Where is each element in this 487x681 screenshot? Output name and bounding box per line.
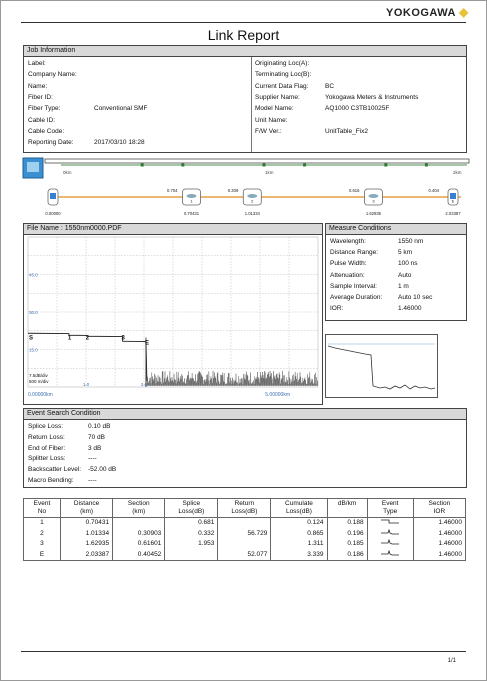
y-tick-label: 30.0: [29, 310, 38, 315]
header-line-1: Splice: [182, 500, 201, 507]
job-field-label: Company Name:: [28, 71, 77, 79]
table-cell-ior: 1.46000: [413, 529, 465, 540]
job-field-label: Name:: [28, 82, 48, 90]
y-tick-label: 15.0: [29, 347, 38, 353]
table-cell-distance: 1.01334: [60, 529, 112, 540]
measure-conditions-header: Measure Conditions: [326, 224, 466, 235]
table-column-header: [271, 499, 327, 518]
table-row: [24, 550, 466, 561]
job-field-label: F/W Ver.:: [255, 127, 282, 135]
section-length-label: 0.404: [428, 188, 439, 193]
measure-condition-label: Attenuation:: [330, 271, 365, 279]
node-position-label: 1.01334: [244, 211, 260, 216]
header-line-1: Distance: [73, 500, 100, 507]
link-map-terminal-node: [445, 189, 461, 216]
table-cell-distance: 0.70431: [60, 518, 112, 529]
table-cell-ior: 1.46000: [413, 518, 465, 529]
measure-condition-label: Pulse Width:: [330, 260, 367, 268]
search-condition-value: 70 dB: [88, 433, 105, 441]
node-position-label: 0.00000: [45, 211, 61, 216]
measure-condition-label: Wavelength:: [330, 238, 366, 245]
measure-conditions-panel: [325, 223, 467, 321]
table-cell-return: [218, 539, 271, 550]
table-cell-splice: 1.953: [165, 539, 218, 550]
table-cell-ior: 1.46000: [413, 550, 465, 561]
measure-condition-label: IOR:: [330, 305, 344, 313]
measure-condition-value: 1 m: [398, 282, 409, 290]
x-scale-label: 500 m/div: [29, 379, 49, 384]
event-marker-label: E: [144, 340, 149, 347]
node-event-number: 1: [190, 198, 193, 204]
table-cell-section: 0.61601: [113, 539, 165, 550]
header-line-1: Event: [33, 500, 51, 507]
job-field-label: Fiber Type:: [28, 105, 61, 113]
header-line-1: dB/km: [337, 500, 357, 507]
header-line-1: Return: [234, 500, 255, 507]
scale-event-tick: [425, 164, 428, 167]
reflective-event-icon: [380, 539, 400, 546]
job-field-value: Conventional SMF: [94, 105, 148, 113]
measure-condition-label: Average Duration:: [330, 294, 383, 301]
x-end-label: 5.00000km: [265, 392, 290, 398]
table-column-header: [218, 499, 271, 518]
table-column-header: [165, 499, 218, 518]
job-field-label: Supplier Name:: [255, 93, 300, 101]
table-cell-type: [367, 550, 413, 561]
table-row: [24, 529, 466, 540]
search-condition-label: End of Fiber:: [28, 444, 66, 452]
job-information-header: Job Information: [24, 46, 466, 57]
job-field-label: Originating Loc(A):: [255, 60, 310, 67]
table-cell-no: 3: [24, 539, 61, 550]
node-event-number: E: [451, 198, 455, 204]
event-marker-label: S: [29, 335, 34, 342]
header-line-2: Loss(dB): [285, 508, 312, 515]
search-condition-value: ----: [88, 455, 97, 463]
node-position-label: 2.03387: [445, 211, 461, 216]
event-marker-label: 1: [67, 335, 72, 342]
measure-condition-label: Sample Interval:: [330, 282, 377, 290]
table-column-header: [367, 499, 413, 518]
link-map-terminal-node: [45, 189, 61, 216]
header-line-2: [330, 508, 365, 516]
search-condition-label: Return Loss:: [28, 433, 65, 441]
section-length-label: 0.704: [167, 188, 178, 193]
table-cell-dbkm: 0.188: [327, 518, 367, 529]
otdr-screen-icon: [27, 162, 39, 172]
y-scale-label: 7.5dB/div: [29, 373, 48, 378]
event-marker-label: 3: [121, 335, 125, 342]
measure-condition-value: Auto: [398, 271, 412, 279]
search-condition-value: -52.00 dB: [88, 466, 117, 474]
splice-icon: [187, 194, 197, 198]
job-field-label: Label:: [28, 60, 46, 67]
event-table-body: [24, 518, 466, 561]
table-cell-no: 2: [24, 529, 61, 540]
table-cell-dbkm: 0.185: [327, 539, 367, 550]
table-cell-section: 0.30903: [113, 529, 165, 540]
job-divider: [251, 57, 252, 152]
table-cell-cumulate: 0.124: [271, 518, 327, 529]
node-event-number: 2: [251, 198, 254, 204]
step-event-icon: [380, 518, 400, 525]
table-cell-return: [218, 518, 271, 529]
job-field-value: BC: [325, 82, 335, 90]
reflective-event-icon: [380, 550, 400, 557]
table-row: [24, 539, 466, 550]
table-cell-splice: 0.332: [165, 529, 218, 540]
table-column-header: [60, 499, 112, 518]
link-map-event-node: [183, 189, 201, 216]
otdr-graph-panel: [23, 223, 323, 405]
node-position-label: 0.70431: [183, 211, 200, 216]
diamond-icon: ◆: [459, 5, 469, 19]
event-search-header: Event Search Condition: [24, 409, 466, 420]
link-map-event-node: [364, 189, 382, 216]
header-line-2: IOR: [433, 508, 446, 515]
scale-event-tick: [263, 164, 266, 167]
table-cell-section: 0.40452: [113, 550, 165, 561]
search-condition-value: 0.10 dB: [88, 423, 111, 430]
header-line-1: Section: [428, 500, 451, 507]
table-cell-type: [367, 518, 413, 529]
measure-condition-label: Distance Range:: [330, 249, 379, 257]
brand-name: YOKOGAWA: [385, 7, 456, 19]
table-cell-splice: 0.681: [165, 518, 218, 529]
header-line-2: (km): [132, 508, 146, 515]
graph-file-name: File Name : 1550nm0000.PDF: [24, 224, 322, 235]
event-table: [23, 498, 466, 561]
job-field-value: 2017/03/10 18:28: [94, 139, 145, 147]
section-length-label: 0.309: [227, 188, 239, 193]
x-tick-label: 1.0: [82, 382, 90, 387]
search-condition-label: Backscatter Level:: [28, 466, 82, 474]
header-line-2: (km): [80, 508, 94, 515]
job-field-label: Reporting Date:: [28, 139, 74, 147]
table-cell-section: [113, 518, 165, 529]
page-number: 1/1: [447, 658, 456, 664]
event-search-panel: [23, 408, 467, 488]
search-condition-label: Splice Loss:: [28, 423, 64, 430]
header-line-2: Loss(dB): [231, 508, 258, 515]
scale-event-tick: [384, 164, 387, 167]
job-field-label: Unit Name:: [255, 116, 288, 124]
header-line-1: Event: [381, 500, 399, 507]
table-cell-type: [367, 529, 413, 540]
link-map: [21, 153, 471, 221]
table-cell-no: 1: [24, 518, 61, 529]
splice-icon: [247, 194, 257, 198]
job-field-value: Yokogawa Meters & Instruments: [325, 93, 419, 101]
table-row: [24, 518, 466, 529]
measure-condition-value: 1.46000: [398, 305, 422, 313]
node-event-number: 3: [372, 198, 375, 204]
job-field-label: Terminating Loc(B):: [255, 71, 312, 79]
measure-condition-value: 100 ns: [398, 260, 418, 268]
table-cell-dbkm: 0.196: [327, 529, 367, 540]
job-field-value: AQ1000 C3TB10025F: [325, 105, 390, 113]
otdr-trace-chart: [24, 235, 322, 403]
table-cell-cumulate: 1.311: [271, 539, 327, 550]
table-cell-ior: 1.46000: [413, 539, 465, 550]
table-cell-type: [367, 539, 413, 550]
header-rule: [21, 22, 466, 23]
report-title: Link Report: [207, 27, 280, 43]
table-column-header: [24, 499, 61, 518]
fiber-scale-bar: [45, 159, 469, 163]
measure-condition-value: 5 km: [398, 249, 413, 257]
job-field-label: Fiber ID:: [28, 93, 53, 101]
header-line-2: Loss(dB): [178, 508, 205, 515]
measure-condition-value: Auto 10 sec: [398, 294, 433, 301]
node-position-label: 1.62935: [365, 211, 382, 216]
table-cell-return: 52.077: [218, 550, 271, 561]
search-condition-label: Macro Bending:: [28, 477, 74, 484]
table-cell-cumulate: 0.865: [271, 529, 327, 540]
event-marker-label: 2: [85, 335, 90, 342]
header-line-2: Type: [383, 508, 398, 515]
footer-rule: [21, 651, 466, 652]
splice-icon: [368, 194, 378, 198]
table-cell-dbkm: 0.186: [327, 550, 367, 561]
measure-condition-value: 1550 nm: [398, 238, 424, 245]
header-line-1: Cumulate: [285, 500, 313, 507]
scale-end-label: 2km: [453, 170, 462, 175]
y-tick-label: 45.0: [29, 272, 38, 278]
header-line-2: No: [37, 508, 47, 515]
scale-event-tick: [141, 164, 144, 167]
x-start-label: 0.00000km: [28, 392, 53, 398]
table-cell-cumulate: 3.339: [271, 550, 327, 561]
table-cell-no: E: [24, 550, 61, 561]
scale-event-tick: [303, 164, 306, 167]
scale-event-tick: [181, 164, 184, 167]
job-field-value: UnitTable_Fix2: [325, 127, 368, 135]
x-tick-label: 2.0: [140, 382, 148, 387]
scale-start-label: 0km: [63, 170, 72, 175]
event-table-wrap: [23, 498, 466, 561]
search-condition-label: Splitter Loss:: [28, 455, 66, 463]
job-information-panel: [23, 45, 467, 153]
brand-logo: [385, 5, 469, 19]
event-table-header-row: [24, 499, 466, 518]
search-condition-value: 3 dB: [88, 444, 102, 452]
scale-mid-label: 1km: [265, 170, 274, 175]
job-field-label: Cable Code:: [28, 127, 65, 135]
header-line-1: Section: [127, 500, 150, 507]
job-field-label: Model Name:: [255, 105, 294, 113]
job-field-label: Current Data Flag:: [255, 82, 309, 90]
link-map-event-node: [243, 189, 261, 216]
search-condition-value: ----: [88, 477, 97, 484]
table-cell-distance: 1.62935: [60, 539, 112, 550]
overview-trace-thumbnail: [325, 334, 438, 398]
table-cell-distance: 2.03387: [60, 550, 112, 561]
event-table-head: [24, 499, 466, 518]
job-field-label: Cable ID:: [28, 116, 56, 124]
section-length-label: 0.616: [348, 188, 360, 193]
table-column-header: [113, 499, 165, 518]
connector-icon: [50, 193, 56, 199]
table-column-header: [413, 499, 465, 518]
reflective-event-icon: [380, 529, 400, 536]
table-cell-splice: [165, 550, 218, 561]
link-map-nodes: [45, 188, 461, 216]
table-cell-return: 56.729: [218, 529, 271, 540]
table-column-header: [327, 499, 367, 518]
